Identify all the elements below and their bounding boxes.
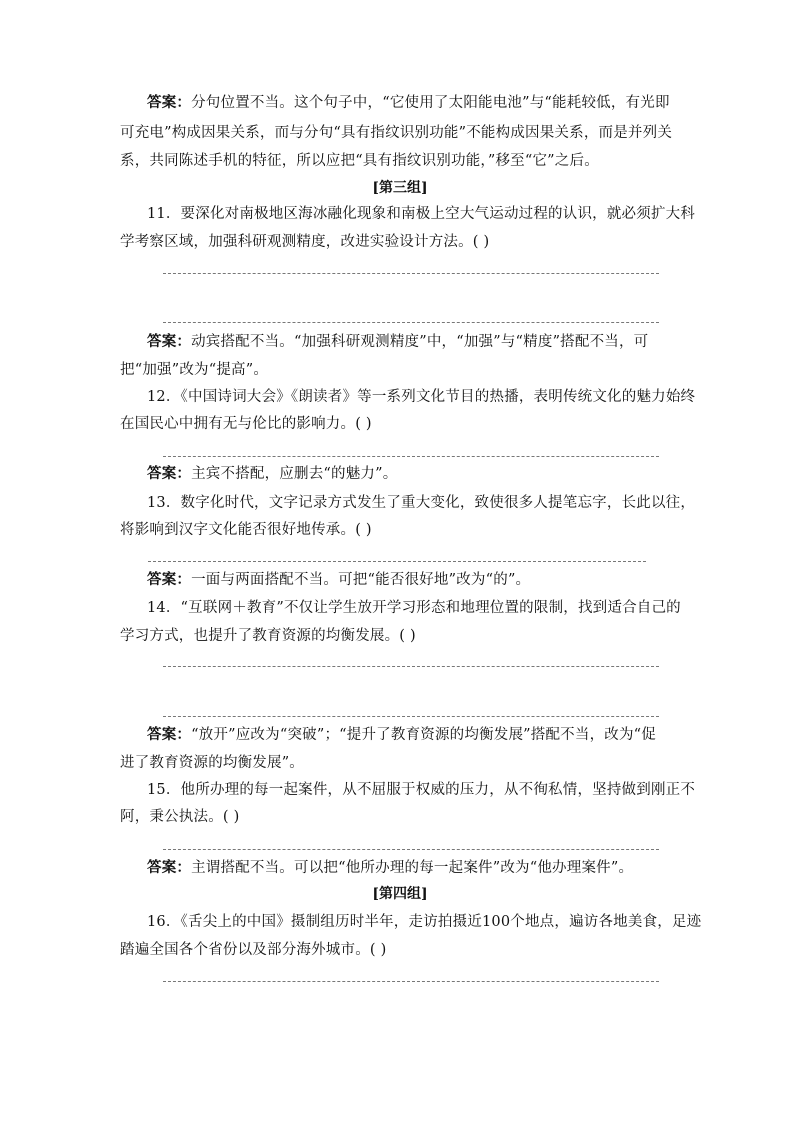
- answer-label: 答案：: [147, 94, 192, 111]
- answer-14-line-2: 进了教育资源的均衡发展”。: [120, 755, 305, 771]
- question-12-line-2: 在国民心中拥有无与伦比的影响力。( ): [120, 416, 372, 432]
- answer-11-line-2: 把“加强”改为“提高”。: [120, 362, 269, 378]
- question-13-line-1: 13．数字化时代，文字记录方式发生了重大变化，致使很多人提笔忘字，长此以往，: [147, 495, 696, 511]
- answer-12-line-1: 答案：主宾不搭配，应删去“的魅力”。: [147, 465, 398, 482]
- question-12-line-1: 12．《中国诗词大会》《朗读者》等一系列文化节目的热播，表明传统文化的魅力始终: [147, 389, 696, 405]
- question-15-line-1: 15．他所办理的每一起案件，从不屈服于权威的压力，从不徇私情，坚持做到刚正不: [147, 782, 696, 798]
- answer-10-line-1: 答案：分句位置不当。这个句子中，“它使用了太阳能电池”与“能耗较低，有光即: [147, 94, 670, 111]
- answer-13-line-1: 答案：一面与两面搭配不当。可把“能否很好地”改为“的”。: [147, 571, 531, 588]
- question-15-line-2: 阿，秉公执法。( ): [120, 809, 240, 825]
- question-16-line-2: 踏遍全国各个省份以及部分海外城市。( ): [120, 942, 387, 958]
- question-14-line-2: 学习方式，也提升了教育资源的均衡发展。( ): [120, 628, 416, 644]
- question-14-line-1: 14．“互联网＋教育”不仅让学生放开学习形态和地理位置的限制，找到适合自己的: [147, 600, 681, 616]
- answer-blank-line: [163, 273, 659, 274]
- group-4-heading: [第四组]: [372, 886, 428, 902]
- answer-11-line-1: 答案：动宾搭配不当。“加强科研观测精度”中，“加强”与“精度”搭配不当，可: [147, 333, 649, 350]
- answer-blank-line: [163, 322, 659, 323]
- answer-blank-line: [163, 666, 659, 667]
- answer-blank-line: [163, 849, 659, 850]
- answer-blank-line: [163, 981, 659, 982]
- answer-10-line-3: 系，共同陈述手机的特征，所以应把“具有指纹识别功能，”移至“它”之后。: [120, 153, 599, 169]
- answer-15-line-1: 答案：主谓搭配不当。可以把“他所办理的每一起案件”改为“他办理案件”。: [147, 859, 634, 876]
- answer-blank-line: [148, 561, 646, 562]
- answer-blank-line: [163, 716, 659, 717]
- question-16-line-1: 16．《舌尖上的中国》摄制组历时半年，走访拍摄近100个地点，遍访各地美食，足迹: [147, 914, 702, 930]
- question-11-line-2: 学考察区域，加强科研观测精度，改进实验设计方法。( ): [120, 234, 490, 250]
- answer-blank-line: [163, 456, 659, 457]
- answer-10-line-2: 可充电”构成因果关系，而与分句“具有指纹识别功能”不能构成因果关系，而是并列关: [120, 125, 673, 141]
- answer-14-line-1: 答案：“放开”应改为“突破”；“提升了教育资源的均衡发展”搭配不当，改为“促: [147, 726, 656, 743]
- group-3-heading: [第三组]: [372, 180, 428, 196]
- question-13-line-2: 将影响到汉字文化能否很好地传承。( ): [120, 522, 372, 538]
- question-11-line-1: 11．要深化对南极地区海冰融化现象和南极上空大气运动过程的认识，就必须扩大科: [147, 206, 696, 222]
